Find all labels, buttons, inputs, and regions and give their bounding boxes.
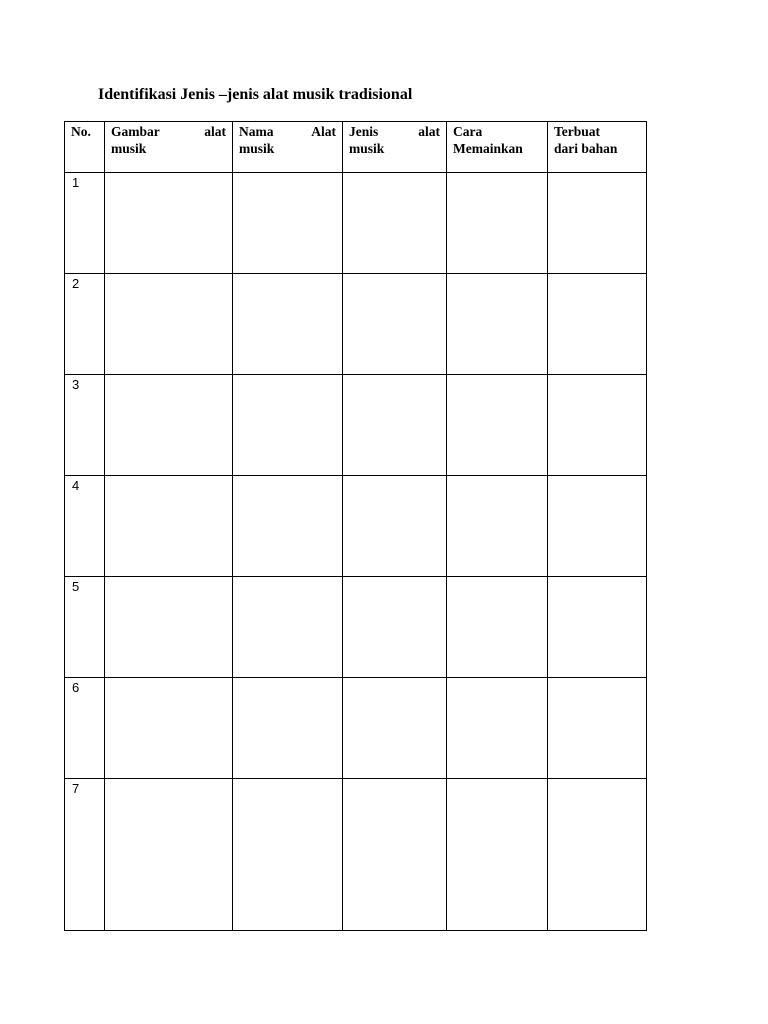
header-cara-line2: Memainkan xyxy=(453,141,523,156)
header-jenis-line1 xyxy=(349,123,440,140)
row-number: 1 xyxy=(72,175,80,190)
table-row xyxy=(65,678,647,779)
gambar-cell[interactable] xyxy=(105,476,233,577)
header-jenis-line2: musik xyxy=(349,141,385,156)
table-row xyxy=(65,476,647,577)
bahan-cell[interactable] xyxy=(548,375,647,476)
nama-cell[interactable] xyxy=(233,577,343,678)
bahan-cell[interactable] xyxy=(548,678,647,779)
row-number-cell xyxy=(65,577,105,678)
cara-cell[interactable] xyxy=(447,779,548,931)
header-gambar-word1: Gambar xyxy=(111,124,160,139)
table-header xyxy=(65,122,647,173)
jenis-cell[interactable] xyxy=(343,375,447,476)
cara-cell[interactable] xyxy=(447,476,548,577)
row-number: 6 xyxy=(72,680,80,695)
jenis-cell[interactable] xyxy=(343,274,447,375)
table-row xyxy=(65,779,647,931)
gambar-cell[interactable] xyxy=(105,274,233,375)
header-jenis-word1: Jenis xyxy=(349,124,379,139)
table-body xyxy=(65,173,647,931)
header-nama xyxy=(233,122,343,173)
header-no xyxy=(65,122,105,173)
jenis-cell[interactable] xyxy=(343,577,447,678)
bahan-cell[interactable] xyxy=(548,476,647,577)
header-nama-line2: musik xyxy=(239,141,275,156)
header-gambar-line1 xyxy=(111,123,226,140)
header-bahan-line1: Terbuat xyxy=(554,124,601,139)
nama-cell[interactable] xyxy=(233,375,343,476)
cara-cell[interactable] xyxy=(447,577,548,678)
nama-cell[interactable] xyxy=(233,274,343,375)
cara-cell[interactable] xyxy=(447,678,548,779)
table-row xyxy=(65,173,647,274)
row-number: 4 xyxy=(72,478,80,493)
jenis-cell[interactable] xyxy=(343,779,447,931)
row-number-cell xyxy=(65,779,105,931)
row-number: 3 xyxy=(72,377,80,392)
gambar-cell[interactable] xyxy=(105,779,233,931)
table-row xyxy=(65,577,647,678)
row-number-cell xyxy=(65,375,105,476)
bahan-cell[interactable] xyxy=(548,274,647,375)
cara-cell[interactable] xyxy=(447,274,548,375)
header-bahan xyxy=(548,122,647,173)
row-number-cell xyxy=(65,173,105,274)
header-gambar-line2: musik xyxy=(111,141,147,156)
row-number: 2 xyxy=(72,276,80,291)
nama-cell[interactable] xyxy=(233,173,343,274)
table-row xyxy=(65,375,647,476)
bahan-cell[interactable] xyxy=(548,779,647,931)
header-gambar xyxy=(105,122,233,173)
bahan-cell[interactable] xyxy=(548,173,647,274)
header-no-label: No. xyxy=(71,124,91,139)
header-jenis xyxy=(343,122,447,173)
gambar-cell[interactable] xyxy=(105,678,233,779)
page-title: Identifikasi Jenis –jenis alat musik tradisional xyxy=(98,86,413,103)
nama-cell[interactable] xyxy=(233,678,343,779)
header-nama-word2: Alat xyxy=(311,124,336,139)
jenis-cell[interactable] xyxy=(343,173,447,274)
cara-cell[interactable] xyxy=(447,375,548,476)
cara-cell[interactable] xyxy=(447,173,548,274)
gambar-cell[interactable] xyxy=(105,577,233,678)
header-row xyxy=(65,122,647,173)
row-number-cell xyxy=(65,476,105,577)
header-bahan-line2: dari bahan xyxy=(554,141,618,156)
nama-cell[interactable] xyxy=(233,779,343,931)
row-number-cell xyxy=(65,678,105,779)
gambar-cell[interactable] xyxy=(105,173,233,274)
row-number: 5 xyxy=(72,579,80,594)
row-number: 7 xyxy=(72,781,80,796)
bahan-cell[interactable] xyxy=(548,577,647,678)
header-jenis-word2: alat xyxy=(418,124,440,139)
header-cara-line1: Cara xyxy=(453,124,483,139)
music-instrument-table xyxy=(64,121,647,931)
header-cara xyxy=(447,122,548,173)
jenis-cell[interactable] xyxy=(343,476,447,577)
jenis-cell[interactable] xyxy=(343,678,447,779)
gambar-cell[interactable] xyxy=(105,375,233,476)
row-number-cell xyxy=(65,274,105,375)
header-gambar-word2: alat xyxy=(204,124,226,139)
table-row xyxy=(65,274,647,375)
header-nama-line1 xyxy=(239,123,336,140)
nama-cell[interactable] xyxy=(233,476,343,577)
header-nama-word1: Nama xyxy=(239,124,274,139)
